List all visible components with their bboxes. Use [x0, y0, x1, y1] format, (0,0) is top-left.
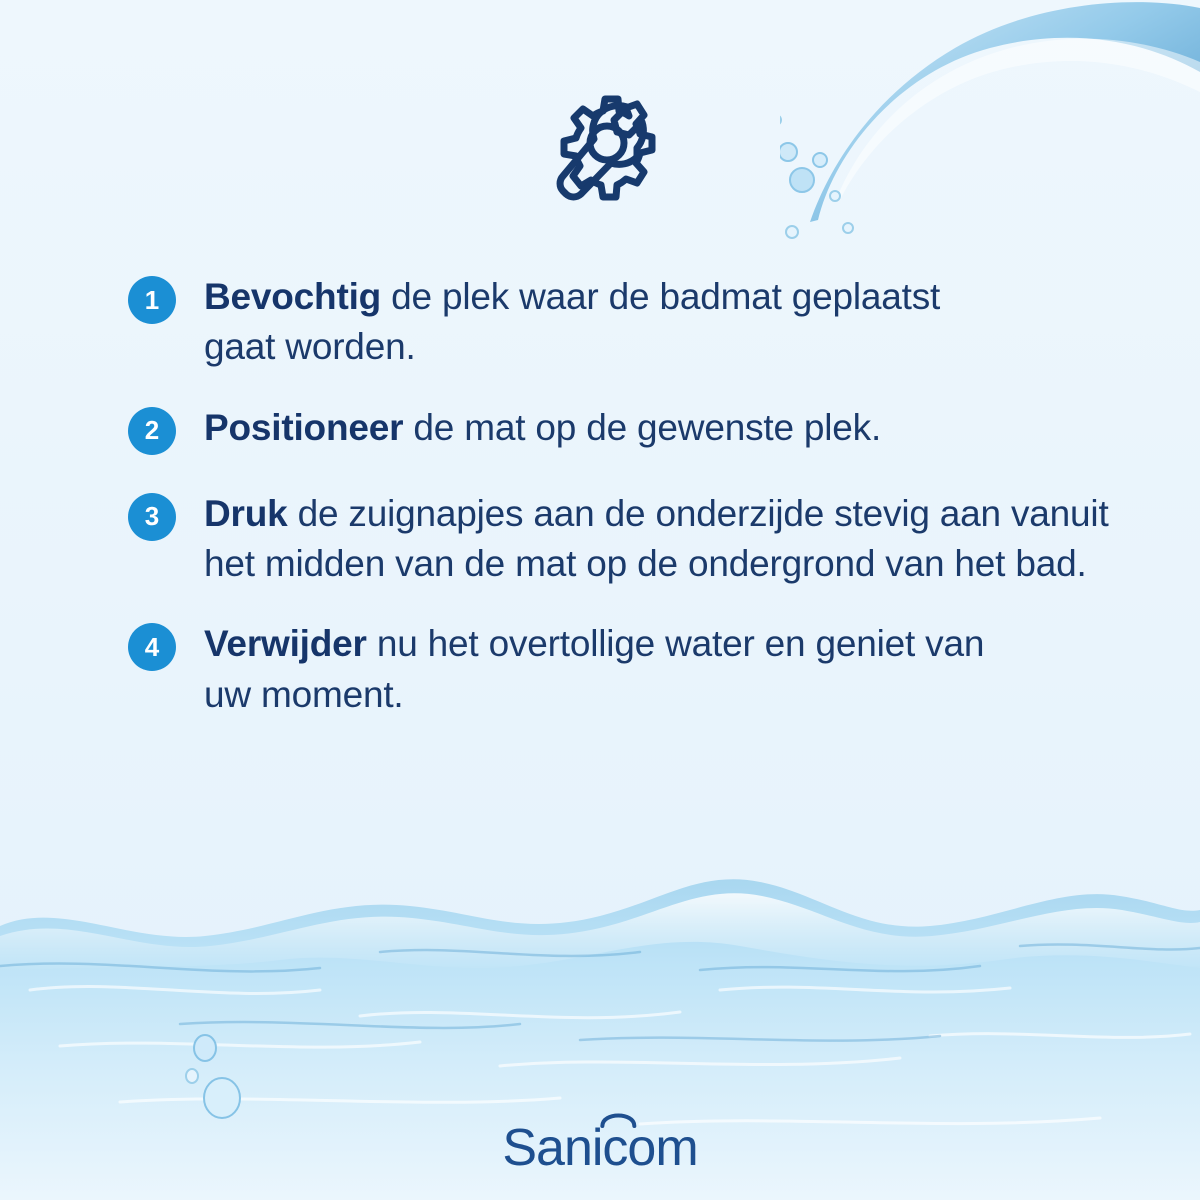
- step-number-badge: 4: [128, 623, 176, 671]
- instruction-steps-list: [128, 272, 1118, 750]
- list-item: [128, 489, 1118, 590]
- list-item: [128, 272, 1118, 373]
- water-splash-top-right-image: [780, 0, 1200, 270]
- brand-name: Sanicom: [502, 1119, 698, 1177]
- step-text: [204, 619, 1024, 720]
- step-keyword: Druk: [204, 492, 288, 534]
- step-body: de plek waar de badmat geplaatst gaat worden.: [204, 276, 941, 368]
- step-body: de mat op de gewenste plek.: [403, 406, 882, 448]
- step-number-badge: 1: [128, 276, 176, 324]
- step-text: [204, 489, 1114, 590]
- step-text: [204, 403, 881, 453]
- step-body: nu het overtollige water en geniet van uw moment.: [204, 623, 985, 715]
- step-keyword: Bevochtig: [204, 276, 382, 317]
- wrench-gear-icon: [525, 70, 675, 230]
- step-text: [204, 272, 1004, 373]
- step-keyword: Positioneer: [204, 406, 404, 448]
- list-item: [128, 619, 1118, 720]
- list-item: [128, 403, 1118, 455]
- brand-logo: [502, 1106, 697, 1178]
- step-keyword: Verwijder: [204, 623, 367, 665]
- step-number-badge: 2: [128, 407, 176, 455]
- step-number-badge: 3: [128, 493, 176, 541]
- step-body: de zuignapjes aan de onderzijde stevig aan vanuit het midden van de mat op de ondergrond van het bad.: [204, 492, 1109, 584]
